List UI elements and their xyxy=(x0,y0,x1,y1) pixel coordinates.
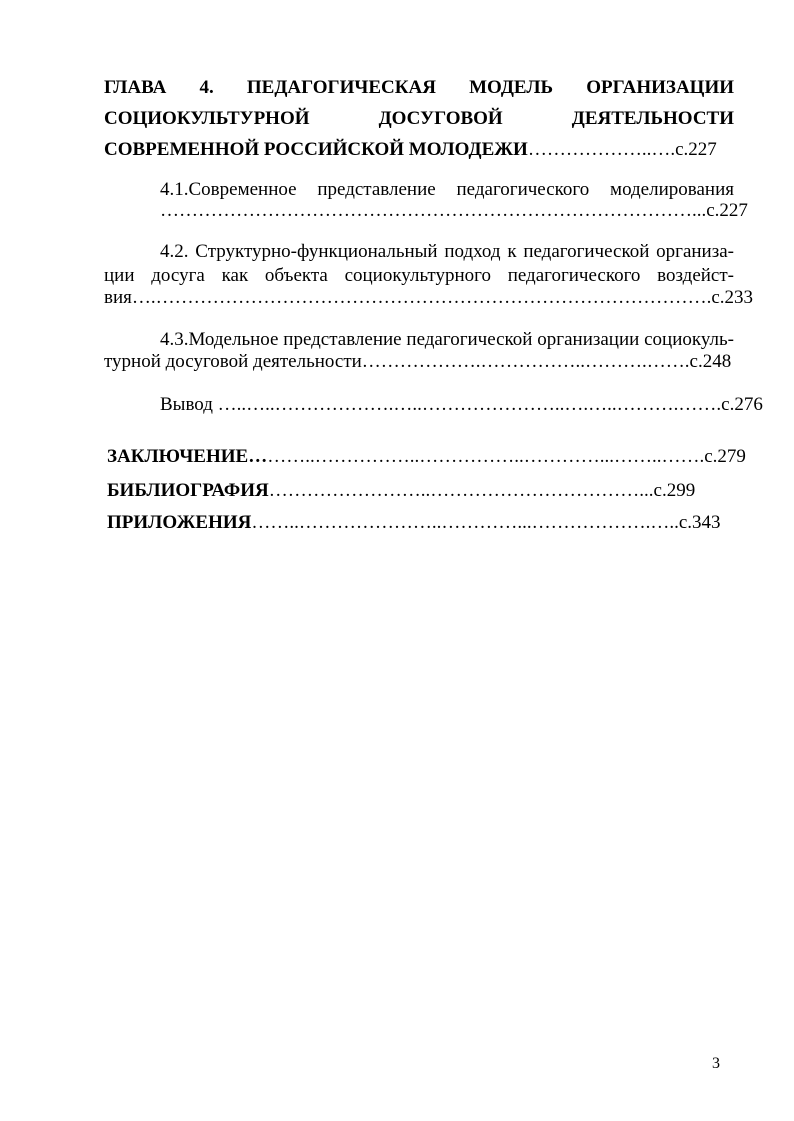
toc-appendices-title: ПРИЛОЖЕНИЯ xyxy=(107,512,252,533)
toc-entry-conclusion-summary: Вывод …..…..……………….…..…………………..….…..……….…….с.276 xyxy=(160,394,763,415)
chapter-page-ref: ………………..….с.227 xyxy=(527,139,717,160)
toc-conclusion-page-ref: ……..……………..……………..…………...……..…….с.279 xyxy=(267,446,746,467)
chapter-heading-line-2: СОЦИОКУЛЬТУРНОЙ ДОСУГОВОЙ ДЕЯТЕЛЬНОСТИ xyxy=(104,108,734,129)
chapter-heading-line-3 xyxy=(104,137,717,162)
toc-conclusion-title: ЗАКЛЮЧЕНИЕ… xyxy=(107,446,268,467)
toc-entry-4-2-line-2: ции досуга как объекта социокультурного педагогического воздейст- xyxy=(104,265,734,286)
toc-entry-4-3-line-1: 4.3.Модельное представление педагогической организации социокуль- xyxy=(160,329,734,350)
toc-appendices-page-ref: ……..…………………..…………...……………….…..с.343 xyxy=(251,512,721,533)
toc-bibliography-title: БИБЛИОГРАФИЯ xyxy=(107,480,269,501)
toc-entry-4-2-line-1: 4.2. Структурно-функциональный подход к педагогической организа- xyxy=(160,241,734,262)
toc-bibliography-page-ref: ……………………..……………………………...с.299 xyxy=(268,480,696,501)
toc-entry-appendices xyxy=(107,510,721,535)
page-number: 3 xyxy=(712,1055,720,1072)
toc-entry-4-3-line-2: турной досуговой деятельности……………….……………..……….…….с.248 xyxy=(104,351,732,372)
toc-entry-conclusion xyxy=(107,444,746,469)
toc-entry-4-1-line-2: …………………………………………………………………………...с.227 xyxy=(160,200,748,221)
chapter-heading-title: СОВРЕМЕННОЙ РОССИЙСКОЙ МОЛОДЕЖИ xyxy=(104,139,528,160)
toc-entry-bibliography xyxy=(107,478,695,503)
toc-entry-4-2-line-3: вия….…………………………………………………………………………….с.233 xyxy=(104,287,754,308)
chapter-heading-line-1: ГЛАВА 4. ПЕДАГОГИЧЕСКАЯ МОДЕЛЬ ОРГАНИЗАЦИИ xyxy=(104,77,734,98)
toc-entry-4-1-line-1: 4.1.Современное представление педагогического моделирования xyxy=(160,179,734,200)
